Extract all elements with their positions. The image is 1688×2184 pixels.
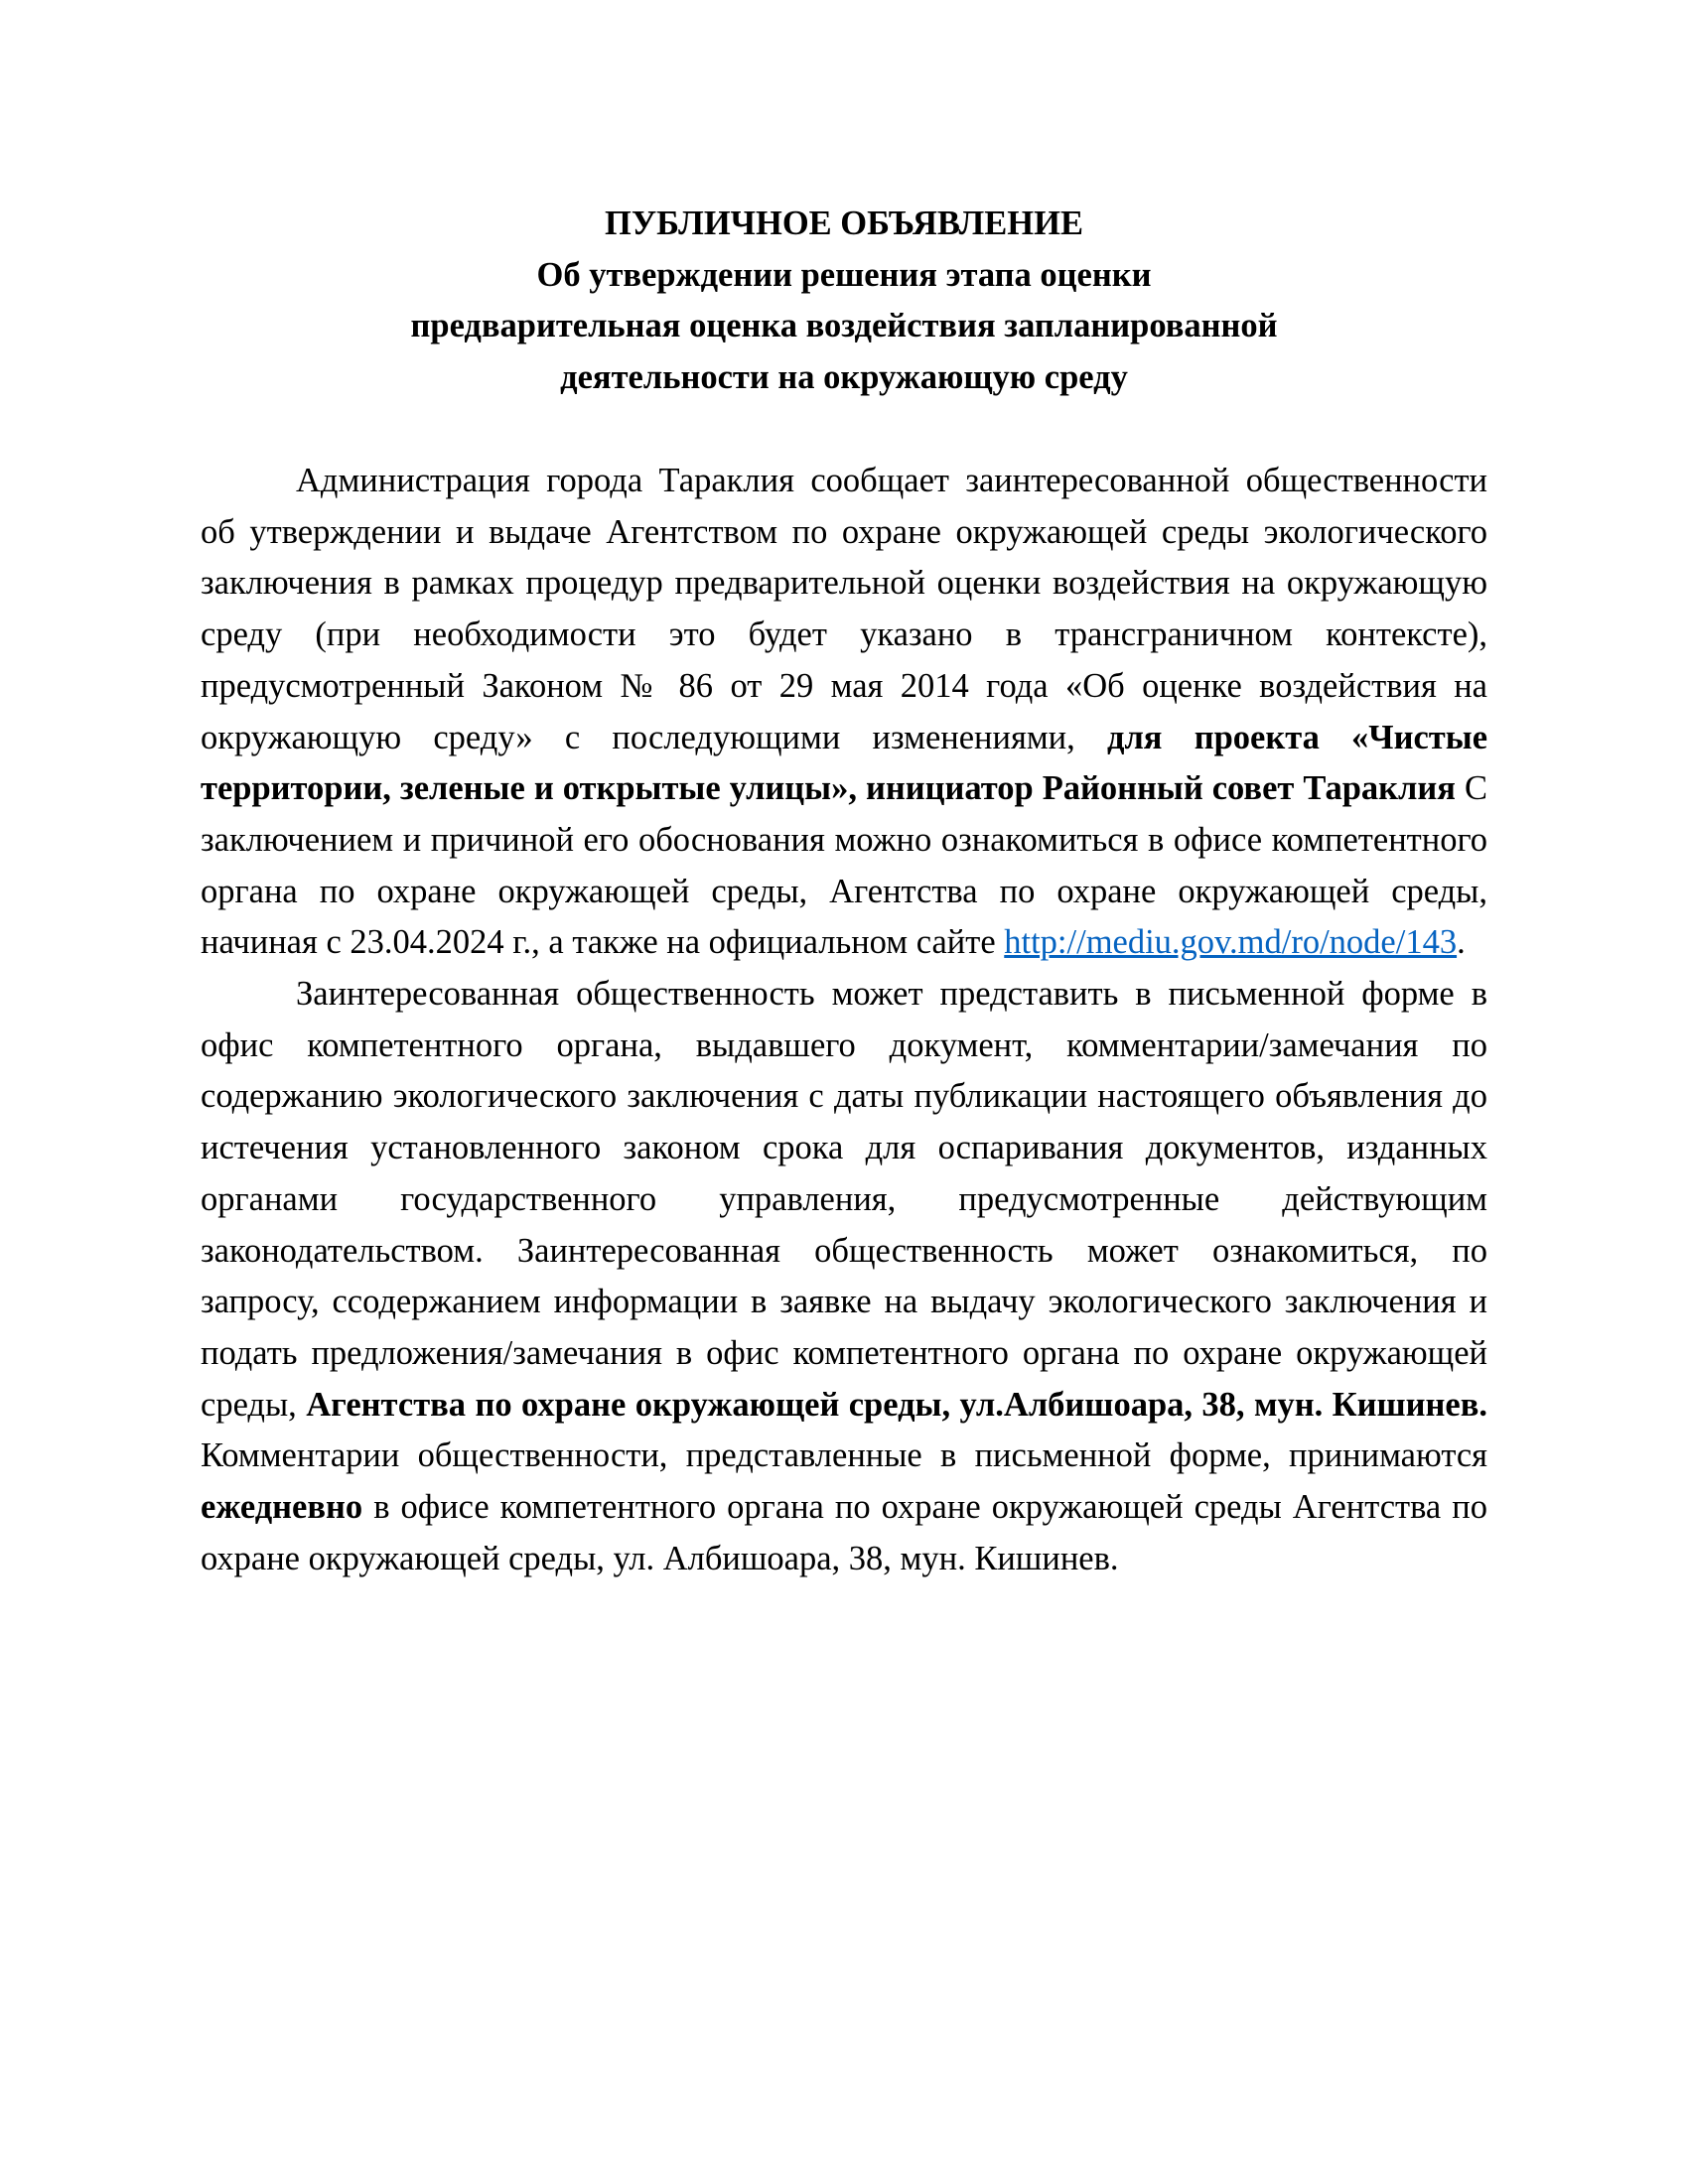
heading-line-3: предварительная оценка воздействия запланированной bbox=[410, 307, 1278, 344]
heading-line-4: деятельности на окружающую среду bbox=[560, 357, 1128, 396]
paragraph-2-text-1: Заинтересованная общественность может представить в письменной форме в офис компетентного органа, выдавшего документ, комментарии/замечания по содержанию экологического заключения с даты публикации настоящего объявления до истечения установленного законом срока для оспаривания документов, изданных органами государственного управления, предусмотренные действующим законодательством. Заинтересованная общественность может ознакомиться, по запросу, ссодержанием информации в заявке на выдачу экологического заключения и подать предложения/замечания в офис компетентного органа по охране окружающей среды, bbox=[201, 975, 1487, 1424]
paragraph-1-text-3: . bbox=[1457, 923, 1466, 962]
heading-line-1: ПУБЛИЧНОЕ ОБЪЯВЛЕНИЕ bbox=[605, 205, 1083, 242]
paragraph-2 bbox=[201, 969, 1487, 1584]
daily-bold: ежедневно bbox=[201, 1488, 363, 1527]
project-name-bold: для проекта «Чистые территории, зеленые и открытые улицы», инициатор Районный совет Тараклия bbox=[201, 718, 1488, 808]
paragraph-1 bbox=[201, 456, 1487, 969]
document-page bbox=[201, 199, 1487, 1584]
paragraph-1-text-1: Администрация города Тараклия сообщает заинтересованной общественности об утверждении и выдаче Агентством по охране окружающей среды экологического заключения в рамках процедур предварительной оценки воздействия на окружающую среду (при необходимости это будет указано в трансграничном контексте), предусмотренный Законом № 86 от 29 мая 2014 года «Об оценке воздействия на окружающую среду» с последующими изменениями, bbox=[201, 462, 1487, 756]
paragraph-1-text-2: С заключением и причиной его обоснования можно ознакомиться в офисе компетентного органа по охране окружающей среды, Агентства по охране окружающей среды, начиная с 23.04.2024 г., а также на официальном сайте bbox=[201, 769, 1487, 962]
announcement-heading bbox=[201, 199, 1487, 403]
official-site-link[interactable]: http://mediu.gov.md/ro/node/143 bbox=[1004, 923, 1458, 962]
heading-line-2: Об утверждении решения этапа оценки bbox=[536, 255, 1152, 294]
announcement-body bbox=[201, 456, 1487, 1584]
paragraph-2-text-3: в офисе компетентного органа по охране окружающей среды Агентства по охране окружающей среды, ул. Албишоара, 38, мун. Кишинев. bbox=[201, 1488, 1487, 1577]
agency-address-bold: Агентства по охране окружающей среды, ул.Албишоара, 38, мун. Кишинев. bbox=[306, 1385, 1487, 1424]
paragraph-2-text-2: Комментарии общественности, представленные в письменной форме, принимаются bbox=[201, 1436, 1487, 1475]
